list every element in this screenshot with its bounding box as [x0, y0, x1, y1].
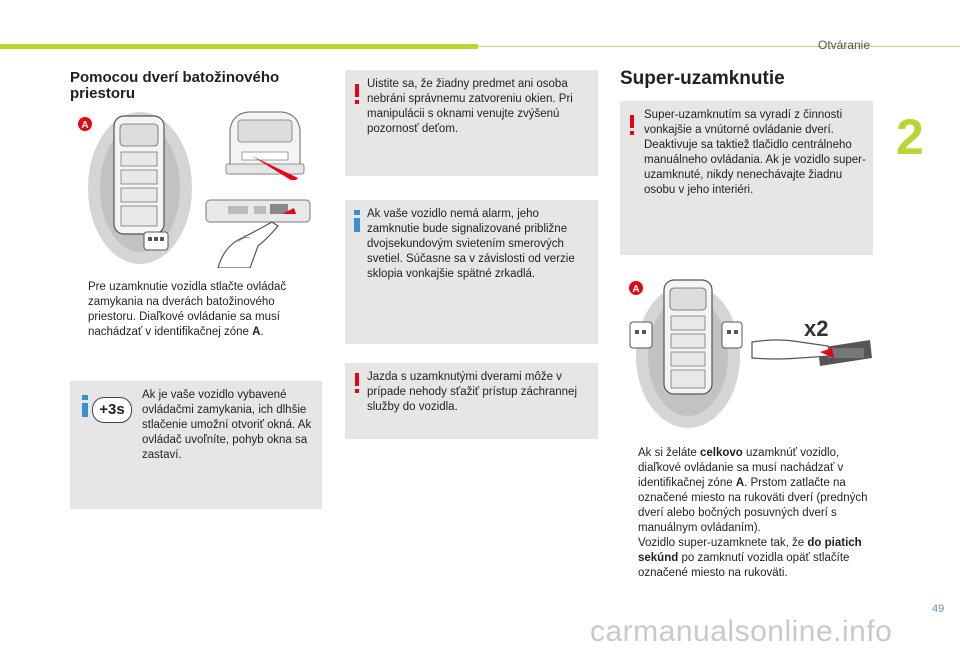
- super-lock-title: Super-uzamknutie: [620, 68, 785, 89]
- instruction-bullet-total-lock: [620, 446, 870, 536]
- van-top-view-zone-illustration-right: [626, 272, 744, 432]
- warning-locked-doors-text: Jazda s uzamknutými dverami môže v prípade nehody sťažiť prístup záchrannej služby do vozidla.: [367, 371, 578, 413]
- right-instructions: [620, 446, 870, 581]
- van-rear-view-illustration: [222, 108, 308, 180]
- warning-box-windows: [345, 70, 598, 176]
- instruction-text: Pre uzamknutie vozidla stlačte ovládač zamykania na dverách batožinového priestoru. Diaľkové ovládanie sa musí nachádzať v identifikačnej zóne: [88, 281, 287, 338]
- bullet1-emphasis: celkovo: [700, 447, 743, 459]
- bullet2-text-start: Vozidlo super-uzamknete tak, že: [638, 537, 808, 549]
- instruction-bullet: [70, 280, 315, 340]
- left-instruction: [70, 280, 315, 340]
- bullet1-text-start: Ak si želáte: [638, 447, 700, 459]
- warning-icon: [626, 115, 638, 135]
- instruction-end: .: [260, 326, 264, 338]
- press-count-label: x2: [804, 316, 829, 341]
- chapter-number: 2: [896, 109, 924, 165]
- instruction-bullet-super-lock: [620, 536, 870, 581]
- bullet2-text-end: po zamknutí vozidla opäť stlačíte označené miesto na rukoväti.: [638, 552, 850, 579]
- warning-icon: [351, 373, 363, 393]
- bullet1-text-mid: uzamknúť vozidlo, diaľkové ovládanie sa musí nachádzať v identifikačnej zóne: [638, 447, 844, 489]
- zone-a-label: A: [81, 120, 89, 131]
- watermark: carmanualsonline.info: [590, 615, 893, 648]
- info-alarm-text: Ak vaše vozidlo nemá alarm, jeho zamknutie bude signalizované približne dvojsekundovým svietením smerových svetiel. Súčasne sa v závislosti od verzie sklopia vonkajšie spätné zrkadlá.: [367, 208, 575, 280]
- header-accent-bar: [0, 44, 478, 49]
- info-icon: [80, 395, 90, 417]
- bullet1-text-end: . Prstom zatlačte na označené miesto na rukoväti dverí (predných dverí alebo bočných posuvných dverí s manuálnym ovládaním).: [638, 477, 868, 534]
- header-rule: [478, 46, 960, 47]
- instruction-zone: A: [252, 326, 261, 338]
- warning-windows-text: Uistite sa, že žiadny predmet ani osoba nebráni správnemu zatvoreniu okien. Pri manipulácii s oknami venujte zvýšenú pozornosť deťom.: [367, 78, 573, 135]
- warning-box-locked-doors: [345, 363, 598, 439]
- plus-3s-badge: +3s: [92, 397, 132, 423]
- section-name: Otváranie: [818, 38, 871, 52]
- info-box-alarm: [345, 200, 598, 344]
- zone-a-label-right: A: [632, 284, 640, 295]
- warning-icon: [351, 84, 363, 104]
- bullet1-zone: A: [735, 477, 745, 489]
- info-icon: [352, 210, 362, 232]
- hand-pressing-tailgate-button-illustration: [198, 186, 316, 268]
- door-handle-double-press-illustration: [748, 308, 874, 380]
- info-box-text: Ak je vaše vozidlo vybavené ovládačmi zamykania, ich dlhšie stlačenie umožní otvoriť okná. Ak ovládač uvoľníte, pohyb okna sa zastaví.: [142, 389, 312, 461]
- warning-box-super-lock: [620, 101, 873, 255]
- page-number: 49: [932, 603, 945, 615]
- bullet2-emphasis: do piatich sekúnd: [638, 537, 862, 564]
- van-top-view-zone-illustration: [74, 108, 196, 270]
- left-section-title: Pomocou dverí batožinového priestoru: [70, 69, 280, 102]
- warning-super-lock-text: Super-uzamknutím sa vyradí z činnosti vonkajšie a vnútorné ovládanie dverí. Deaktivuje sa taktiež tlačidlo centrálneho manuálneho ovládania. Ak je vozidlo super-uzamknuté, nikdy nenechávajte žiadnu osobu v jeho interiéri.: [644, 109, 866, 196]
